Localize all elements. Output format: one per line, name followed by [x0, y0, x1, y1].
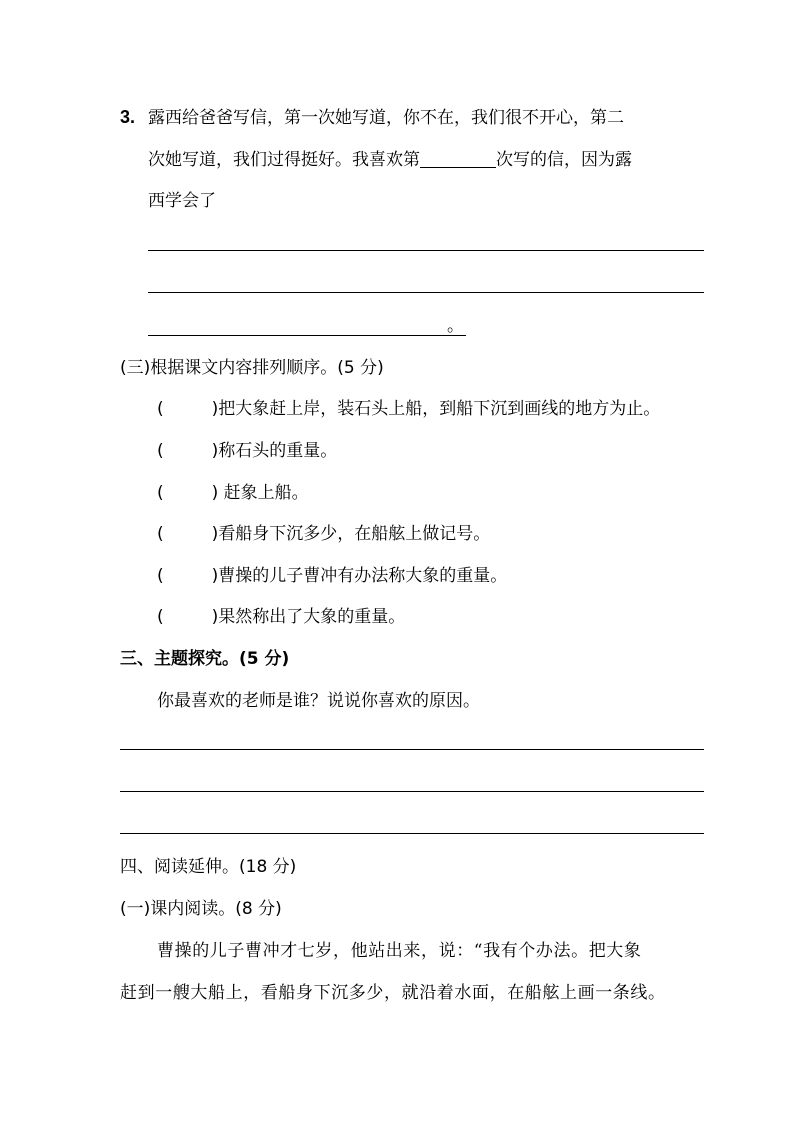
answer-line-s3-3[interactable] [120, 833, 704, 834]
question-3-line-1: 露西给爸爸写信，第一次她写道，你不在，我们很不开心，第二 [148, 108, 624, 128]
section-ordering-title: (三)根据课文内容排列顺序。(5 分) [120, 358, 384, 378]
ordering-answer-slot[interactable]: ( ) [157, 566, 219, 586]
ordering-item-text: 称石头的重量。 [218, 441, 338, 461]
answer-line-q3-2[interactable] [148, 292, 704, 293]
answer-line-end-mark: 。 [447, 316, 464, 336]
ordering-item [157, 482, 309, 504]
section-3-title: 三、主题探究。(5 分) [120, 649, 290, 669]
answer-line-s3-1[interactable] [120, 749, 704, 750]
passage-line-1: 曹操的儿子曹冲才七岁，他站出来，说：“我有个办法。把大象 [157, 941, 642, 961]
question-3-line-2 [148, 149, 632, 171]
ordering-item [157, 606, 405, 628]
section-4-sub-1-title: (一)课内阅读。(8 分) [120, 899, 282, 919]
ordering-item-text: 赶象上船。 [218, 483, 309, 503]
question-3-line-2-pre: 次她写道，我们过得挺好。我喜欢第 [148, 150, 420, 170]
ordering-item-text: 果然称出了大象的重量。 [218, 607, 406, 627]
question-3-line-2-post: 次写的信，因为露 [496, 150, 632, 170]
answer-blank-which-letter[interactable] [420, 149, 496, 168]
ordering-answer-slot[interactable]: ( ) [157, 524, 219, 544]
answer-line-q3-3[interactable] [148, 335, 466, 336]
section-4-title: 四、阅读延伸。(18 分) [120, 857, 297, 877]
ordering-item-text: 把大象赶上岸，装石头上船，到船下沉到画线的地方为止。 [218, 399, 661, 419]
question-3-number: 3. [120, 107, 136, 127]
ordering-item [157, 565, 507, 587]
answer-line-q3-1[interactable] [148, 250, 704, 251]
ordering-item-text: 曹操的儿子曹冲有办法称大象的重量。 [218, 566, 508, 586]
question-3-line-3: 西学会了 [148, 191, 216, 211]
ordering-item [157, 440, 337, 462]
answer-line-s3-2[interactable] [120, 791, 704, 792]
ordering-answer-slot[interactable]: ( ) [157, 399, 219, 419]
section-3-question: 你最喜欢的老师是谁？说说你喜欢的原因。 [157, 691, 480, 711]
ordering-item-text: 看船身下沉多少，在船舷上做记号。 [218, 524, 491, 544]
ordering-item [157, 398, 660, 420]
ordering-answer-slot[interactable]: ( ) [157, 441, 219, 461]
ordering-answer-slot[interactable]: ( ) [157, 607, 219, 627]
ordering-item [157, 523, 490, 545]
passage-line-2: 赶到一艘大船上，看船身下沉多少，就沿着水面，在船舷上画一条线。 [120, 983, 666, 1003]
ordering-answer-slot[interactable]: ( ) [157, 483, 219, 503]
